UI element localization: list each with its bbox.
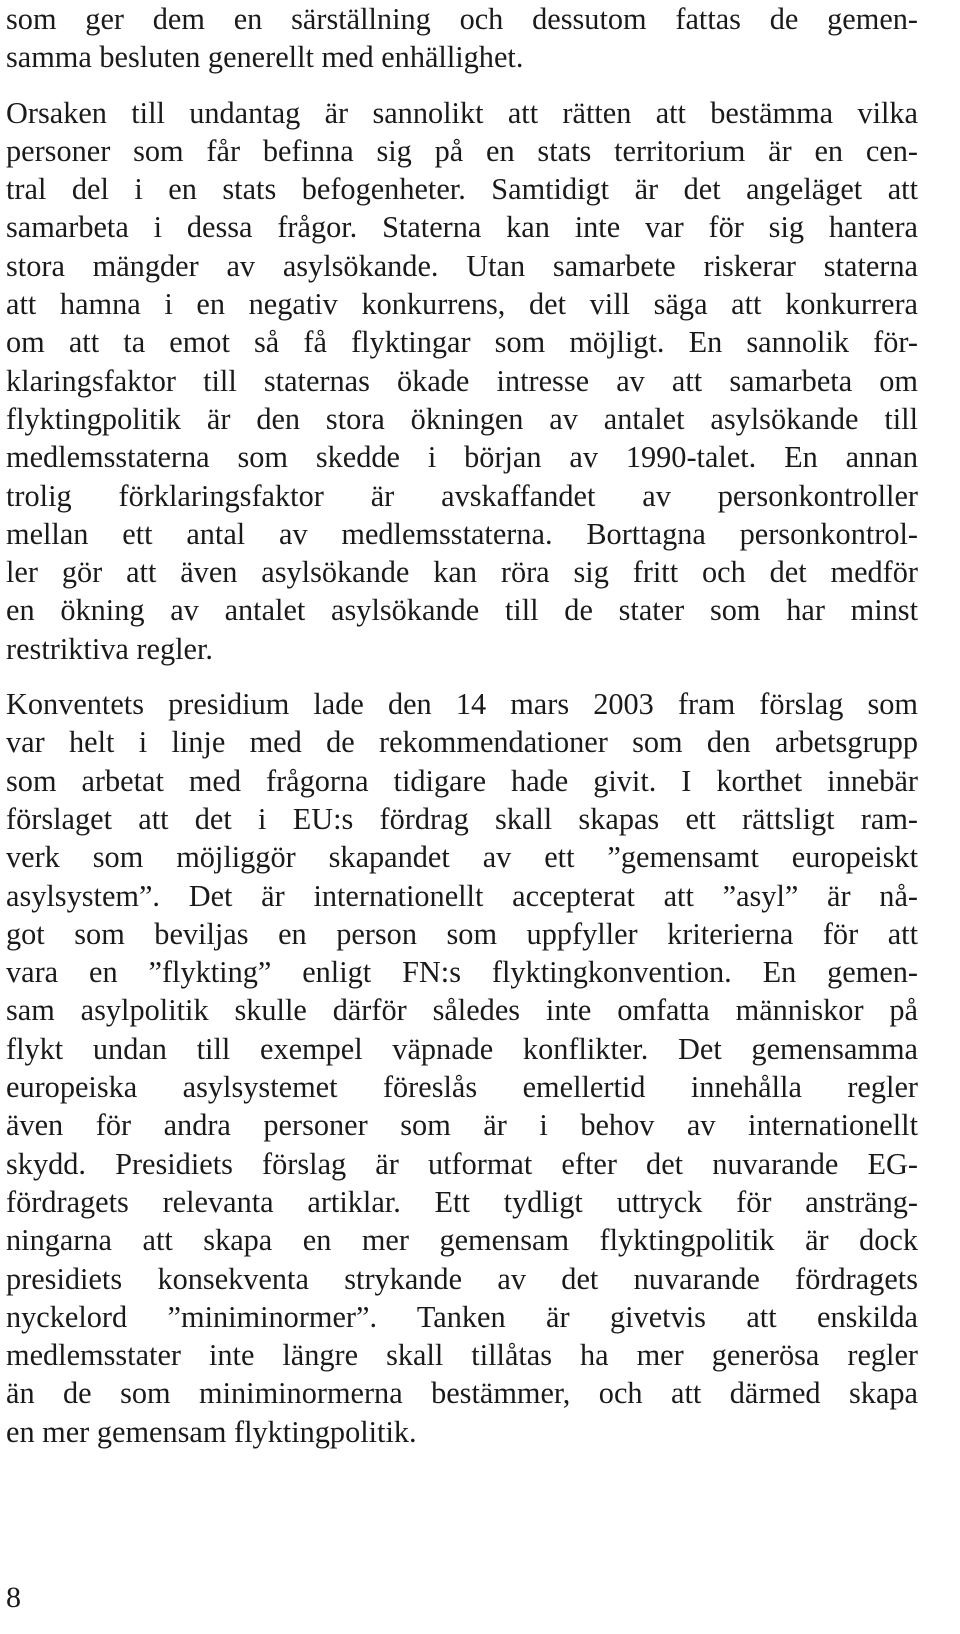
text-line: som arbetat med frågorna tidigare hade givit. I korthet innebär xyxy=(6,763,918,798)
paragraph xyxy=(6,94,918,668)
text-line: var helt i linje med de rekommendationer som den arbetsgrupp xyxy=(6,725,918,760)
text-line: om att ta emot så få flyktingar som möjligt. En sannolik för- xyxy=(6,325,918,360)
text-line: personer som får befinna sig på en stats territorium är en cen- xyxy=(6,133,918,168)
text-line: skydd. Presidiets förslag är utformat efter det nuvarande EG- xyxy=(6,1146,918,1181)
text-line: fördragets relevanta artiklar. Ett tydligt uttryck för ansträng- xyxy=(6,1184,918,1219)
text-line: asylsystem”. Det är internationellt accepterat att ”asyl” är nå- xyxy=(6,878,918,913)
page-number: 8 xyxy=(6,1581,21,1614)
text-line: en ökning av antalet asylsökande till de stater som har minst xyxy=(6,593,918,628)
text-line: presidiets konsekventa strykande av det nuvarande fördragets xyxy=(6,1261,918,1296)
text-line: restriktiva regler. xyxy=(6,631,213,666)
text-line: tral del i en stats befogenheter. Samtidigt är det angeläget att xyxy=(6,172,918,207)
text-line: vara en ”flykting” enligt FN:s flyktingkonvention. En gemen- xyxy=(6,955,918,990)
text-line: Orsaken till undantag är sannolikt att rätten att bestämma vilka xyxy=(6,95,918,130)
text-line: flyktingpolitik är den stora ökningen av antalet asylsökande till xyxy=(6,401,918,436)
text-line: sam asylpolitik skulle därför således inte omfatta människor på xyxy=(6,993,918,1028)
paragraph xyxy=(6,0,918,77)
text-line: som ger dem en särställning och dessutom fattas de gemen- xyxy=(6,2,918,36)
text-line: ningarna att skapa en mer gemensam flyktingpolitik är dock xyxy=(6,1223,918,1258)
text-line: medlemsstaterna som skedde i början av 1990-talet. En annan xyxy=(6,440,918,475)
text-line: än de som miniminormerna bestämmer, och att därmed skapa xyxy=(6,1376,918,1411)
text-line: ler gör att även asylsökande kan röra sig fritt och det medför xyxy=(6,555,918,590)
text-line: mellan ett antal av medlemsstaterna. Borttagna personkontrol- xyxy=(6,516,918,551)
body-text xyxy=(6,0,918,1451)
text-line: stora mängder av asylsökande. Utan samarbete riskerar staterna xyxy=(6,248,918,283)
text-line: verk som möjliggör skapandet av ett ”gemensamt europeiskt xyxy=(6,840,918,875)
text-line: flykt undan till exempel väpnade konflikter. Det gemensamma xyxy=(6,1031,918,1066)
text-line: förslaget att det i EU:s fördrag skall skapas ett rättsligt ram- xyxy=(6,801,918,836)
text-line: en mer gemensam flyktingpolitik. xyxy=(6,1414,417,1449)
text-line: trolig förklaringsfaktor är avskaffandet av personkontroller xyxy=(6,478,918,513)
text-line: att hamna i en negativ konkurrens, det vill säga att konkurrera xyxy=(6,287,918,322)
text-line: got som beviljas en person som uppfyller kriterierna för att xyxy=(6,916,918,951)
text-line: även för andra personer som är i behov av internationellt xyxy=(6,1108,918,1143)
text-line: medlemsstater inte längre skall tillåtas ha mer generösa regler xyxy=(6,1338,918,1373)
text-line: europeiska asylsystemet föreslås emellertid innehålla regler xyxy=(6,1070,918,1105)
text-line: samma besluten generellt med enhällighet. xyxy=(6,40,524,75)
text-line: klaringsfaktor till staternas ökade intresse av att samarbeta om xyxy=(6,363,918,398)
text-line: Konventets presidium lade den 14 mars 2003 fram förslag som xyxy=(6,687,918,722)
text-line: samarbeta i dessa frågor. Staterna kan inte var för sig hantera xyxy=(6,210,918,245)
paragraph xyxy=(6,685,918,1451)
text-line: nyckelord ”miniminormer”. Tanken är givetvis att enskilda xyxy=(6,1299,918,1334)
